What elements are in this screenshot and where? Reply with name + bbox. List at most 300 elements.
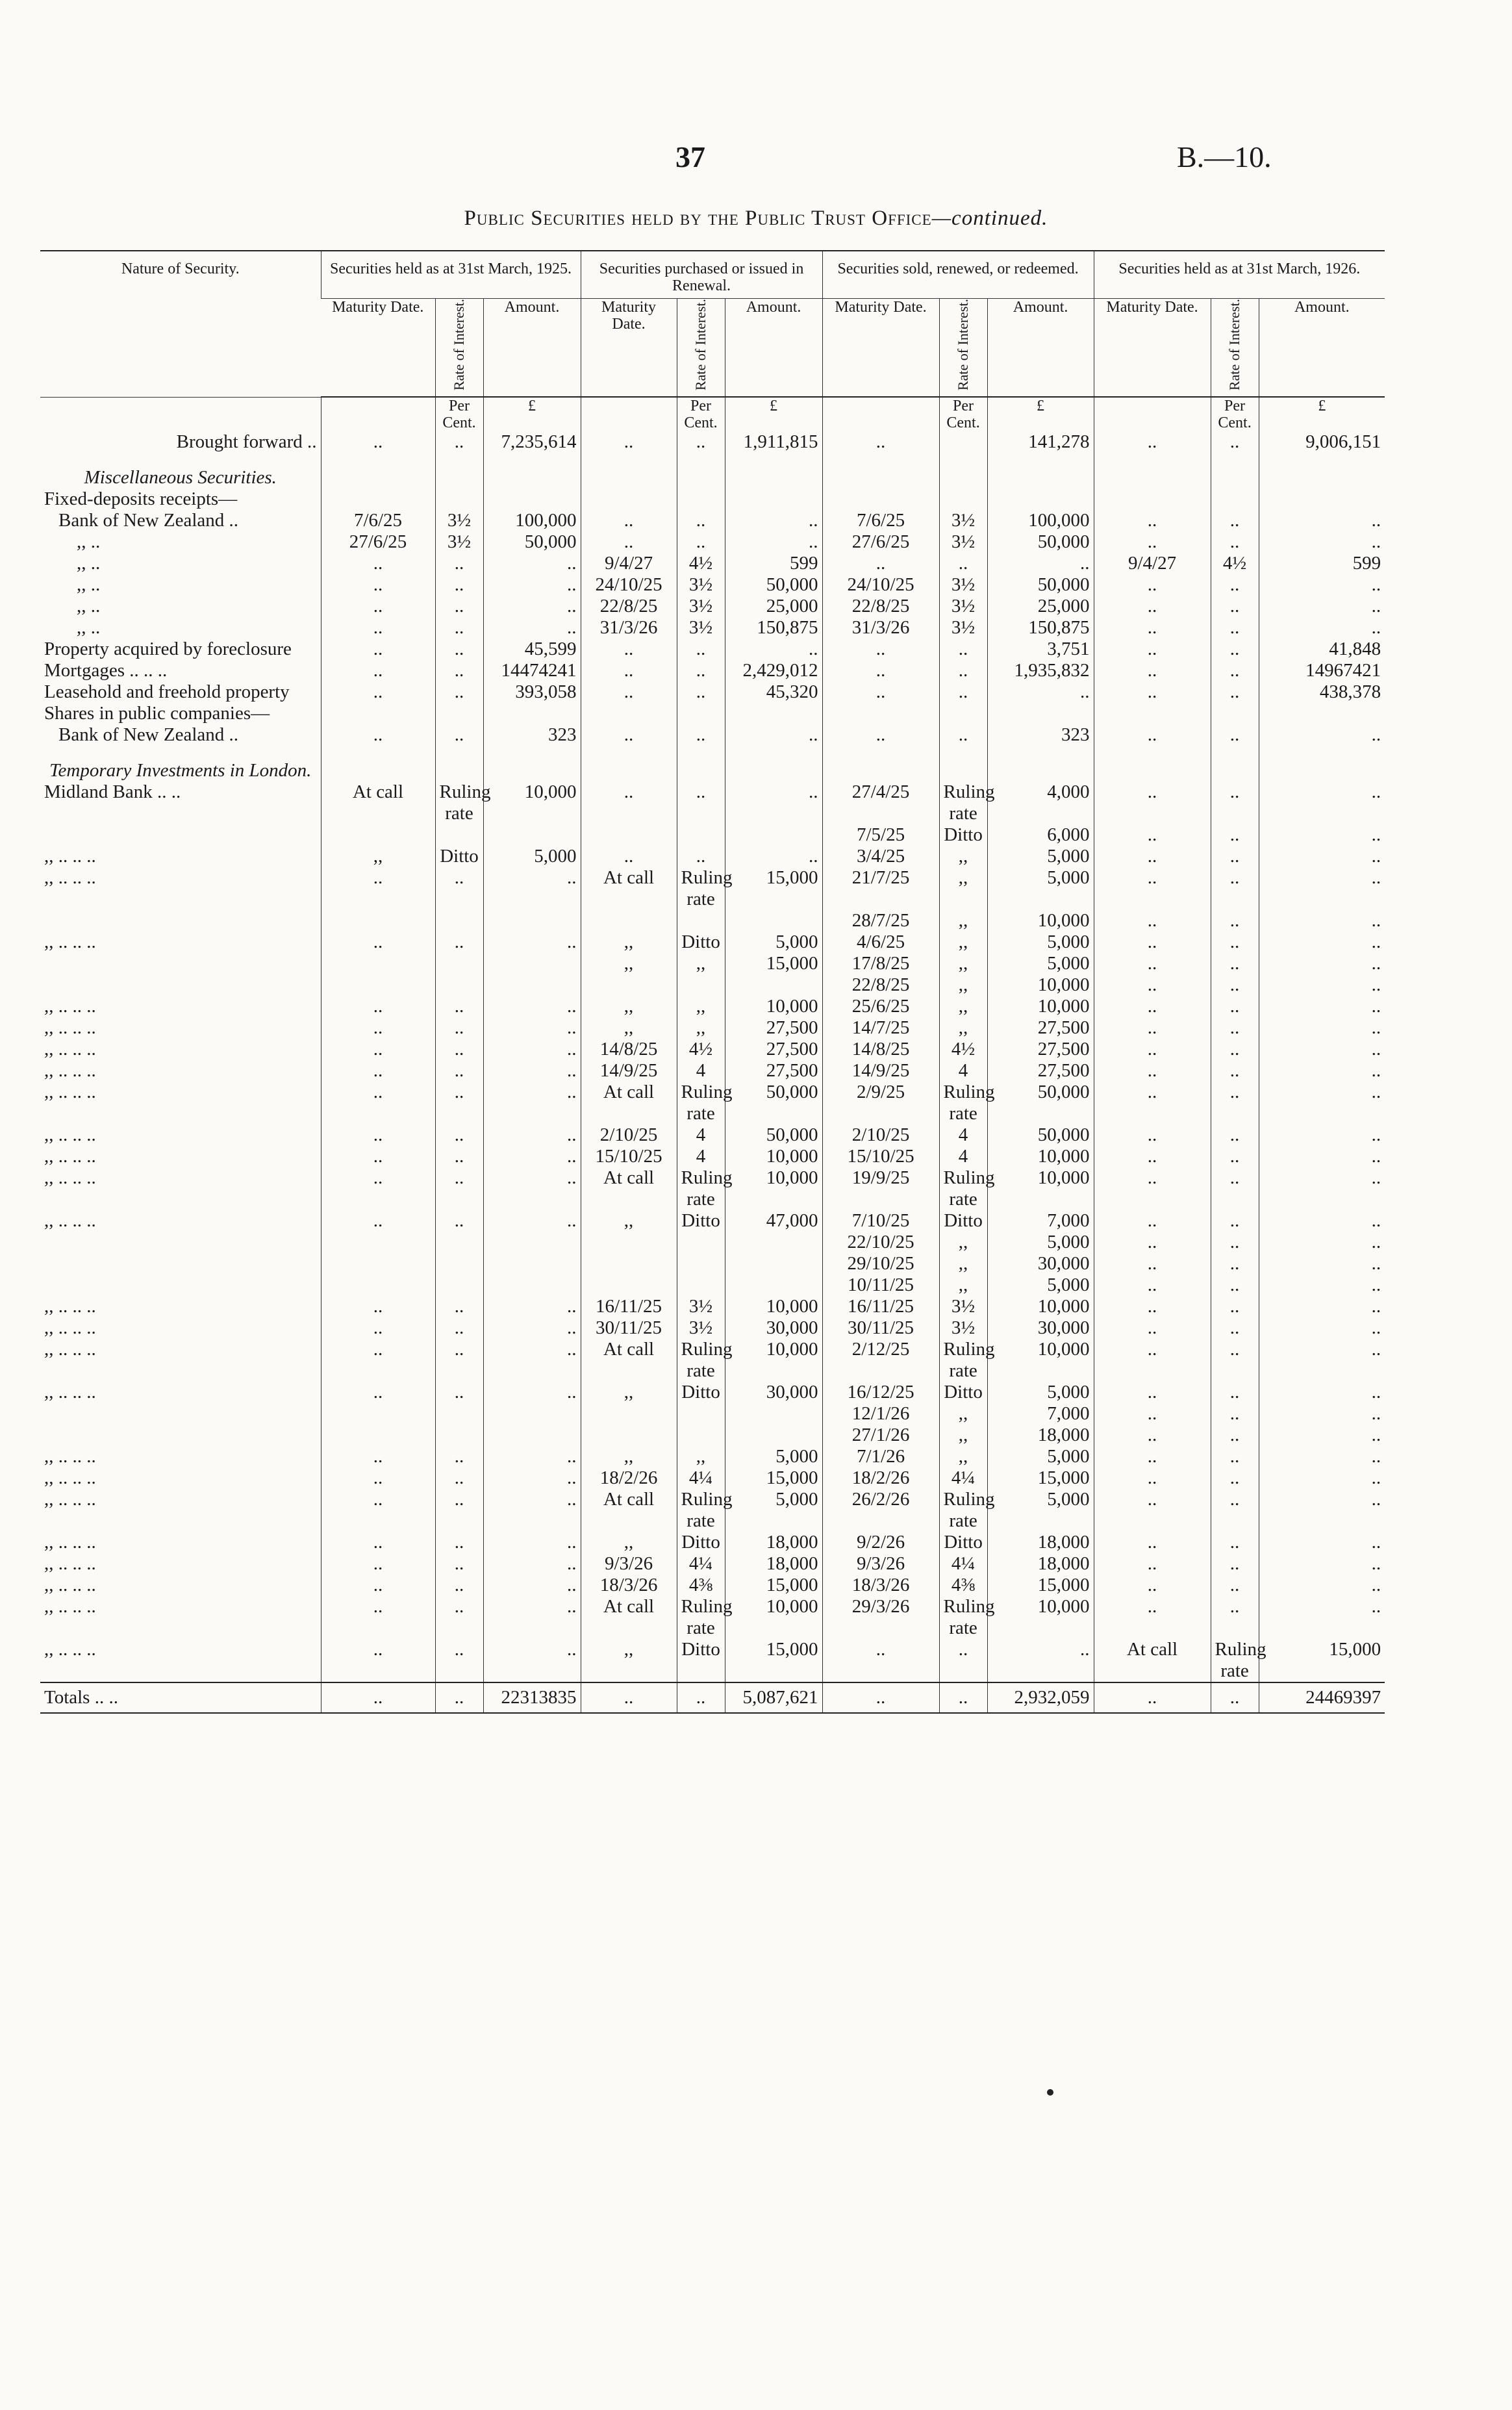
security-name xyxy=(40,910,321,932)
maturity-date-cell: 17/8/25 xyxy=(822,953,939,974)
table-row xyxy=(40,1146,1385,1167)
amount-cell: .. xyxy=(483,1467,581,1489)
table-row xyxy=(40,681,1385,703)
spacer-row xyxy=(40,453,1385,467)
rate-cell: .. xyxy=(939,553,987,574)
security-name: ,, .. xyxy=(77,531,101,552)
units-row xyxy=(40,397,1385,431)
maturity-date-cell xyxy=(321,760,435,781)
rate-cell xyxy=(1211,467,1259,488)
rate-cell: Ruling rate xyxy=(939,781,987,824)
rate-cell: .. xyxy=(435,1210,483,1232)
table-row xyxy=(40,431,1385,453)
rate-cell: .. xyxy=(677,724,725,746)
table-row xyxy=(40,510,1385,531)
maturity-date-cell xyxy=(321,910,435,932)
maturity-date-cell: .. xyxy=(321,1039,435,1060)
maturity-date-cell xyxy=(1094,703,1211,724)
amount-cell: .. xyxy=(483,1532,581,1553)
maturity-date-cell: 29/3/26 xyxy=(822,1596,939,1639)
rate-cell xyxy=(677,974,725,996)
rate-cell: Ditto xyxy=(939,1382,987,1403)
rate-cell: .. xyxy=(1211,1082,1259,1124)
amount-cell: .. xyxy=(1259,781,1385,824)
maturity-date-cell: .. xyxy=(1094,1425,1211,1446)
table-row xyxy=(40,1382,1385,1403)
maturity-date-cell: .. xyxy=(581,1682,677,1713)
amount-cell: .. xyxy=(483,1210,581,1232)
amount-cell: .. xyxy=(1259,1425,1385,1446)
rate-cell xyxy=(435,703,483,724)
amount-cell: .. xyxy=(725,846,822,867)
rate-cell: 3½ xyxy=(939,596,987,617)
rate-cell xyxy=(435,910,483,932)
amount-cell: .. xyxy=(483,996,581,1017)
maturity-date-cell: 27/4/25 xyxy=(822,781,939,824)
amount-cell: 150,875 xyxy=(725,617,822,639)
maturity-date-cell: .. xyxy=(1094,1124,1211,1146)
rate-cell xyxy=(939,703,987,724)
amount-cell xyxy=(725,760,822,781)
maturity-date-cell: 15/10/25 xyxy=(822,1146,939,1167)
rate-cell: 3½ xyxy=(677,596,725,617)
rate-cell: .. xyxy=(1211,639,1259,660)
maturity-date-cell: 27/6/25 xyxy=(822,531,939,553)
maturity-date-cell: .. xyxy=(321,1210,435,1232)
amount-cell: 150,875 xyxy=(987,617,1094,639)
table-row xyxy=(40,1339,1385,1382)
maturity-date-cell: 16/11/25 xyxy=(581,1296,677,1317)
amount-cell: 25,000 xyxy=(987,596,1094,617)
rate-cell: .. xyxy=(677,431,725,453)
maturity-date-cell xyxy=(581,703,677,724)
security-name xyxy=(40,1275,321,1296)
maturity-date-cell xyxy=(1094,488,1211,510)
amount-cell: 18,000 xyxy=(725,1532,822,1553)
security-name xyxy=(40,953,321,974)
maturity-date-cell xyxy=(321,703,435,724)
table-row xyxy=(40,1232,1385,1253)
security-name: ,, .. xyxy=(77,574,101,595)
amount-cell: 1,911,815 xyxy=(725,431,822,453)
maturity-date-cell: 26/2/26 xyxy=(822,1489,939,1532)
totals-row xyxy=(40,1682,1385,1713)
amount-cell xyxy=(483,1232,581,1253)
security-name: Bank of New Zealand .. xyxy=(58,510,239,531)
maturity-date-cell: 7/1/26 xyxy=(822,1446,939,1467)
rate-cell xyxy=(677,1232,725,1253)
amount-cell: 5,000 xyxy=(987,1275,1094,1296)
amount-cell: 15,000 xyxy=(725,1639,822,1682)
rate-cell: .. xyxy=(435,660,483,681)
table-row xyxy=(40,574,1385,596)
table-row xyxy=(40,1489,1385,1532)
rate-cell: 3½ xyxy=(939,1317,987,1339)
rate-cell: .. xyxy=(1211,531,1259,553)
maturity-date-cell: 9/2/26 xyxy=(822,1532,939,1553)
maturity-date-cell: .. xyxy=(1094,660,1211,681)
security-name: ,, .. .. .. xyxy=(44,1017,96,1038)
rate-cell: Ruling rate xyxy=(939,1489,987,1532)
maturity-date-cell xyxy=(321,1275,435,1296)
table-row xyxy=(40,596,1385,617)
table-row xyxy=(40,1275,1385,1296)
maturity-date-cell: 30/11/25 xyxy=(822,1317,939,1339)
unit-per-cent: Per Cent. xyxy=(435,397,483,431)
rate-cell: .. xyxy=(1211,1017,1259,1039)
rate-cell: Ditto xyxy=(677,1532,725,1553)
amount-cell: 5,000 xyxy=(987,953,1094,974)
security-name: ,, .. .. .. xyxy=(44,867,96,888)
rate-cell xyxy=(435,824,483,846)
maturity-date-cell: .. xyxy=(581,724,677,746)
maturity-date-cell: .. xyxy=(321,1639,435,1682)
securities-table xyxy=(40,250,1385,1714)
table-row xyxy=(40,1596,1385,1639)
maturity-date-cell: 31/3/26 xyxy=(822,617,939,639)
security-name: ,, .. .. .. xyxy=(44,1167,96,1188)
rate-cell xyxy=(435,1275,483,1296)
rate-cell: .. xyxy=(1211,974,1259,996)
maturity-date-cell: 2/10/25 xyxy=(822,1124,939,1146)
maturity-date-cell xyxy=(581,824,677,846)
maturity-date-cell: .. xyxy=(321,996,435,1017)
spacer-row xyxy=(40,746,1385,760)
header-held-1926: Securities held as at 31st March, 1926. xyxy=(1094,251,1385,299)
rate-cell: ,, xyxy=(677,1446,725,1467)
amount-cell: .. xyxy=(1259,996,1385,1017)
amount-cell xyxy=(987,488,1094,510)
amount-cell: 10,000 xyxy=(725,1146,822,1167)
amount-cell: .. xyxy=(483,1167,581,1210)
security-name xyxy=(40,974,321,996)
page-mark-dot xyxy=(1047,2089,1053,2096)
amount-cell: .. xyxy=(1259,1467,1385,1489)
rate-cell: .. xyxy=(939,1639,987,1682)
unit-per-cent: Per Cent. xyxy=(677,397,725,431)
maturity-date-cell: .. xyxy=(321,1146,435,1167)
amount-cell: .. xyxy=(1259,1596,1385,1639)
maturity-date-cell: .. xyxy=(321,1317,435,1339)
security-name: ,, .. .. .. xyxy=(44,1339,96,1360)
maturity-date-cell: ,, xyxy=(581,1446,677,1467)
amount-cell: 10,000 xyxy=(725,1596,822,1639)
table-row xyxy=(40,553,1385,574)
table-row xyxy=(40,781,1385,824)
amount-cell: 22313835 xyxy=(483,1682,581,1713)
rate-cell: 3½ xyxy=(939,574,987,596)
rate-cell: .. xyxy=(677,660,725,681)
amount-cell: 6,000 xyxy=(987,824,1094,846)
rate-cell: .. xyxy=(435,1296,483,1317)
amount-cell: .. xyxy=(483,1082,581,1124)
rate-cell: .. xyxy=(1211,1403,1259,1425)
maturity-date-cell: 31/3/26 xyxy=(581,617,677,639)
maturity-date-cell: ,, xyxy=(581,1382,677,1403)
maturity-date-cell: 3/4/25 xyxy=(822,846,939,867)
rate-cell: .. xyxy=(1211,781,1259,824)
table-row xyxy=(40,1124,1385,1146)
amount-cell: 5,087,621 xyxy=(725,1682,822,1713)
rate-cell: .. xyxy=(1211,1575,1259,1596)
maturity-date-cell xyxy=(321,953,435,974)
rate-cell: ,, xyxy=(939,867,987,910)
amount-cell: 18,000 xyxy=(987,1532,1094,1553)
maturity-date-cell: .. xyxy=(1094,910,1211,932)
rate-cell xyxy=(677,1253,725,1275)
header-rate: Rate of Interest. xyxy=(939,299,987,398)
maturity-date-cell: .. xyxy=(581,639,677,660)
maturity-date-cell: .. xyxy=(321,681,435,703)
maturity-date-cell: 16/11/25 xyxy=(822,1296,939,1317)
maturity-date-cell: .. xyxy=(1094,431,1211,453)
rate-cell: 4¼ xyxy=(677,1553,725,1575)
maturity-date-cell: 27/1/26 xyxy=(822,1425,939,1446)
maturity-date-cell: .. xyxy=(1094,1339,1211,1382)
rate-cell xyxy=(677,703,725,724)
maturity-date-cell: .. xyxy=(1094,1210,1211,1232)
maturity-date-cell: ,, xyxy=(581,932,677,953)
maturity-date-cell: .. xyxy=(1094,1146,1211,1167)
rate-cell: .. xyxy=(435,596,483,617)
security-name: Shares in public companies— xyxy=(44,703,270,724)
maturity-date-cell xyxy=(581,1275,677,1296)
rate-cell: Ruling rate xyxy=(677,1082,725,1124)
maturity-date-cell: .. xyxy=(822,660,939,681)
amount-cell: .. xyxy=(987,553,1094,574)
amount-cell: 50,000 xyxy=(725,1082,822,1124)
maturity-date-cell: .. xyxy=(321,1467,435,1489)
rate-cell: .. xyxy=(1211,1382,1259,1403)
rate-cell xyxy=(435,1425,483,1446)
rate-cell: .. xyxy=(435,1532,483,1553)
rate-cell: .. xyxy=(1211,724,1259,746)
table-row xyxy=(40,1296,1385,1317)
maturity-date-cell: .. xyxy=(822,639,939,660)
table-row xyxy=(40,867,1385,910)
amount-cell: .. xyxy=(1259,596,1385,617)
header-rate: Rate of Interest. xyxy=(435,299,483,398)
amount-cell: 5,000 xyxy=(725,932,822,953)
header-sold: Securities sold, renewed, or redeemed. xyxy=(822,251,1094,299)
amount-cell: .. xyxy=(483,1296,581,1317)
maturity-date-cell: 14/8/25 xyxy=(581,1039,677,1060)
rate-cell: Ruling rate xyxy=(939,1596,987,1639)
rate-cell xyxy=(677,467,725,488)
security-name: ,, .. .. .. xyxy=(44,996,96,1017)
amount-cell xyxy=(987,760,1094,781)
table-row xyxy=(40,1532,1385,1553)
rate-cell: 3½ xyxy=(435,531,483,553)
maturity-date-cell: ,, xyxy=(581,953,677,974)
maturity-date-cell: 18/3/26 xyxy=(581,1575,677,1596)
amount-cell: 15,000 xyxy=(987,1575,1094,1596)
rate-cell: .. xyxy=(435,1467,483,1489)
maturity-date-cell: .. xyxy=(1094,1489,1211,1532)
rate-cell: .. xyxy=(1211,596,1259,617)
amount-cell: 14474241 xyxy=(483,660,581,681)
amount-cell xyxy=(483,760,581,781)
amount-cell: .. xyxy=(1259,1532,1385,1553)
maturity-date-cell: .. xyxy=(822,553,939,574)
rate-cell: .. xyxy=(1211,1253,1259,1275)
header-amount: Amount. xyxy=(483,299,581,398)
maturity-date-cell: 22/8/25 xyxy=(822,596,939,617)
rate-cell: .. xyxy=(435,1082,483,1124)
rate-cell: 4 xyxy=(677,1124,725,1146)
amount-cell: .. xyxy=(1259,953,1385,974)
maturity-date-cell: .. xyxy=(581,431,677,453)
maturity-date-cell: .. xyxy=(321,574,435,596)
rate-cell: .. xyxy=(1211,1296,1259,1317)
amount-cell: 7,000 xyxy=(987,1210,1094,1232)
table-row xyxy=(40,824,1385,846)
maturity-date-cell: 9/4/27 xyxy=(581,553,677,574)
table-row xyxy=(40,531,1385,553)
rate-cell: 3½ xyxy=(939,531,987,553)
amount-cell: .. xyxy=(725,531,822,553)
amount-cell: 100,000 xyxy=(987,510,1094,531)
rate-cell: .. xyxy=(1211,681,1259,703)
rate-cell xyxy=(939,760,987,781)
amount-cell: 5,000 xyxy=(987,1489,1094,1532)
amount-cell: 30,000 xyxy=(725,1382,822,1403)
security-name: ,, .. .. .. xyxy=(44,846,96,867)
header-held-1925: Securities held as at 31st March, 1925. xyxy=(321,251,581,299)
amount-cell: 50,000 xyxy=(987,1082,1094,1124)
maturity-date-cell: 15/10/25 xyxy=(581,1146,677,1167)
amount-cell: .. xyxy=(1259,1403,1385,1425)
maturity-date-cell: ,, xyxy=(581,996,677,1017)
rate-cell: .. xyxy=(1211,1425,1259,1446)
amount-cell: .. xyxy=(483,596,581,617)
table-row xyxy=(40,1639,1385,1682)
amount-cell: 438,378 xyxy=(1259,681,1385,703)
table-row xyxy=(40,1403,1385,1425)
header-rate: Rate of Interest. xyxy=(677,299,725,398)
rate-cell: .. xyxy=(1211,1553,1259,1575)
rate-cell: .. xyxy=(1211,1275,1259,1296)
rate-cell: .. xyxy=(677,1682,725,1713)
maturity-date-cell: .. xyxy=(321,1167,435,1210)
maturity-date-cell: .. xyxy=(1094,996,1211,1017)
maturity-date-cell xyxy=(1094,760,1211,781)
rate-cell: 4½ xyxy=(677,1039,725,1060)
maturity-date-cell: .. xyxy=(321,1017,435,1039)
rate-cell: Ruling rate xyxy=(677,1167,725,1210)
amount-cell: 25,000 xyxy=(725,596,822,617)
rate-cell: 4½ xyxy=(677,553,725,574)
rate-cell: .. xyxy=(1211,574,1259,596)
amount-cell xyxy=(483,824,581,846)
amount-cell: .. xyxy=(483,553,581,574)
rate-cell: Ditto xyxy=(677,932,725,953)
amount-cell: .. xyxy=(483,1596,581,1639)
maturity-date-cell: 7/10/25 xyxy=(822,1210,939,1232)
maturity-date-cell xyxy=(581,1253,677,1275)
maturity-date-cell: .. xyxy=(321,1124,435,1146)
maturity-date-cell: .. xyxy=(321,553,435,574)
security-name: ,, .. .. .. xyxy=(44,1489,96,1510)
maturity-date-cell: ,, xyxy=(321,846,435,867)
securities-table-body xyxy=(40,397,1385,1713)
rate-cell: 4¼ xyxy=(939,1553,987,1575)
rate-cell xyxy=(1211,703,1259,724)
maturity-date-cell: 12/1/26 xyxy=(822,1403,939,1425)
amount-cell xyxy=(725,974,822,996)
maturity-date-cell xyxy=(321,1232,435,1253)
rate-cell xyxy=(677,1403,725,1425)
amount-cell: .. xyxy=(1259,1017,1385,1039)
amount-cell: 5,000 xyxy=(987,1382,1094,1403)
securities-table-container xyxy=(40,250,1385,1714)
amount-cell xyxy=(1259,703,1385,724)
maturity-date-cell: 9/4/27 xyxy=(1094,553,1211,574)
maturity-date-cell: ,, xyxy=(581,1639,677,1682)
amount-cell: 15,000 xyxy=(725,953,822,974)
amount-cell: 10,000 xyxy=(987,1596,1094,1639)
amount-cell: 5,000 xyxy=(987,1446,1094,1467)
amount-cell xyxy=(1259,467,1385,488)
maturity-date-cell: .. xyxy=(822,724,939,746)
amount-cell xyxy=(725,910,822,932)
rate-cell: .. xyxy=(435,1039,483,1060)
rate-cell: .. xyxy=(1211,510,1259,531)
security-name: ,, .. .. .. xyxy=(44,1467,96,1488)
rate-cell: ,, xyxy=(677,996,725,1017)
header-nature: Nature of Security. xyxy=(40,251,321,397)
amount-cell: .. xyxy=(1259,1039,1385,1060)
rate-cell: .. xyxy=(435,1682,483,1713)
rate-cell: 3½ xyxy=(435,510,483,531)
maturity-date-cell: 14/7/25 xyxy=(822,1017,939,1039)
maturity-date-cell: .. xyxy=(321,724,435,746)
maturity-date-cell: 30/11/25 xyxy=(581,1317,677,1339)
rate-cell: .. xyxy=(1211,824,1259,846)
maturity-date-cell xyxy=(581,1232,677,1253)
rate-cell xyxy=(435,1253,483,1275)
amount-cell: 15,000 xyxy=(725,1575,822,1596)
rate-cell: .. xyxy=(435,724,483,746)
rate-cell: .. xyxy=(435,1639,483,1682)
rate-cell: .. xyxy=(677,531,725,553)
amount-cell: 7,235,614 xyxy=(483,431,581,453)
maturity-date-cell: .. xyxy=(321,932,435,953)
maturity-date-cell: 27/6/25 xyxy=(321,531,435,553)
rate-cell: .. xyxy=(677,639,725,660)
amount-cell: .. xyxy=(725,781,822,824)
maturity-date-cell: 19/9/25 xyxy=(822,1167,939,1210)
rate-cell: .. xyxy=(435,1060,483,1082)
rate-cell: .. xyxy=(1211,1532,1259,1553)
rate-cell: .. xyxy=(939,681,987,703)
maturity-date-cell: 2/12/25 xyxy=(822,1339,939,1382)
amount-cell: 27,500 xyxy=(725,1060,822,1082)
security-name: Property acquired by foreclosure xyxy=(44,639,292,659)
amount-cell: 5,000 xyxy=(987,932,1094,953)
header-amount: Amount. xyxy=(725,299,822,398)
rate-cell: Ditto xyxy=(939,1210,987,1232)
security-name: Brought forward .. xyxy=(176,431,317,452)
rate-cell: .. xyxy=(435,553,483,574)
maturity-date-cell: .. xyxy=(581,510,677,531)
rate-cell: .. xyxy=(435,867,483,910)
maturity-date-cell: .. xyxy=(321,596,435,617)
amount-cell: 100,000 xyxy=(483,510,581,531)
rate-cell: .. xyxy=(677,510,725,531)
table-row xyxy=(40,1467,1385,1489)
table-row xyxy=(40,1425,1385,1446)
